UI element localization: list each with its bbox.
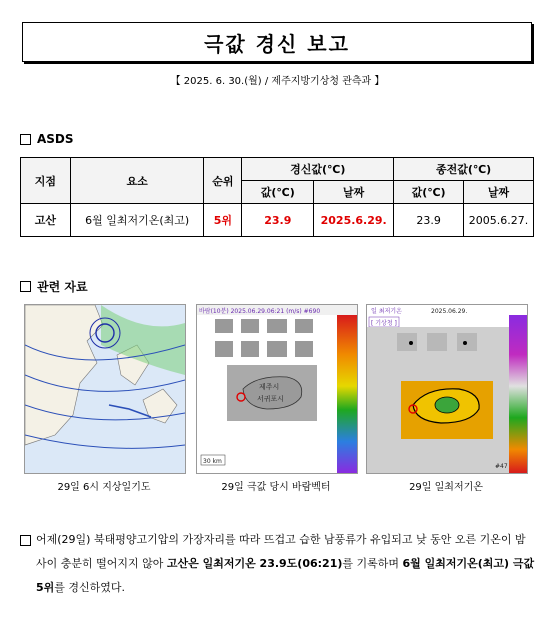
cell-rank: 5위 [204, 204, 242, 237]
header-old-date: 날짜 [464, 181, 534, 204]
summary-part-3: 를 경신하였다. [54, 581, 126, 594]
wind-map-place-seogwipo: 서귀포시 [257, 395, 285, 403]
min-temp-image [366, 304, 528, 474]
checkbox-icon [20, 134, 31, 145]
wind-map-scale: 30 km [203, 458, 222, 465]
section-asds [20, 132, 74, 146]
cell-old-date: 2005.6.27. [464, 204, 534, 237]
section-asds-label: ASDS [37, 132, 74, 146]
header-old-value: 값(℃) [394, 181, 464, 204]
section-related [20, 278, 88, 295]
min-temp-count: #47 [495, 463, 508, 470]
min-temp-caption: 29일 일최저기온 [409, 482, 483, 493]
surface-chart-graphic [25, 305, 185, 473]
header-station: 지점 [21, 158, 71, 204]
summary-bold-2: 6월 일최저기온(최고) 극값 5위 [36, 557, 535, 594]
section-related-label: 관련 자료 [37, 280, 88, 294]
header-element: 요소 [70, 158, 204, 204]
summary-bold-1: 고산은 일최저기온 23.9도(06:21) [166, 557, 343, 570]
min-temp-tag: [ 기상청 ] [371, 320, 397, 327]
wind-vector-caption: 29일 극값 당시 바람벡터 [221, 482, 331, 493]
report-title: 극값 경신 보고 [22, 22, 532, 62]
wind-vector-image [196, 304, 358, 474]
surface-chart-image [24, 304, 186, 474]
min-temp-graphic [367, 305, 527, 473]
record-table [20, 157, 534, 237]
header-previous: 종전값(℃) [394, 158, 534, 181]
map-gallery [0, 304, 555, 494]
surface-chart-caption: 29일 6시 지상일기도 [57, 482, 151, 493]
header-new-date: 날짜 [314, 181, 394, 204]
header-new-value: 값(℃) [242, 181, 314, 204]
summary-part-2: 를 기록하며 [342, 557, 403, 570]
summary-paragraph [20, 528, 536, 600]
report-subtitle: 【 2025. 6. 30.(월) / 제주지방기상청 관측과 】 [170, 76, 385, 87]
header-renewed: 경신값(℃) [242, 158, 394, 181]
wind-map-header: 바람(10분) 2025.06.29.06:21 (m/s) #690 [199, 308, 321, 315]
cell-new-date: 2025.6.29. [314, 204, 394, 237]
cell-station: 고산 [21, 204, 71, 237]
cell-element: 6월 일최저기온(최고) [70, 204, 204, 237]
wind-vector-graphic [197, 305, 357, 473]
header-rank: 순위 [204, 158, 242, 204]
summary-text [36, 528, 536, 600]
cell-new-value: 23.9 [242, 204, 314, 237]
min-temp-header: 일 최저기온 [371, 308, 402, 315]
checkbox-icon [20, 281, 31, 292]
min-temp-date: 2025.06.29. [431, 308, 468, 315]
checkbox-icon [20, 535, 31, 546]
cell-old-value: 23.9 [394, 204, 464, 237]
wind-map-place-jeju: 제주시 [259, 383, 280, 391]
summary-part-1: 어제(29일) 북태평양고기압의 가장자리를 따라 뜨겁고 습한 남풍류가 유입되고 낮 동안 오른 기온이 밤사이 충분히 떨어지지 않아 [36, 533, 526, 570]
